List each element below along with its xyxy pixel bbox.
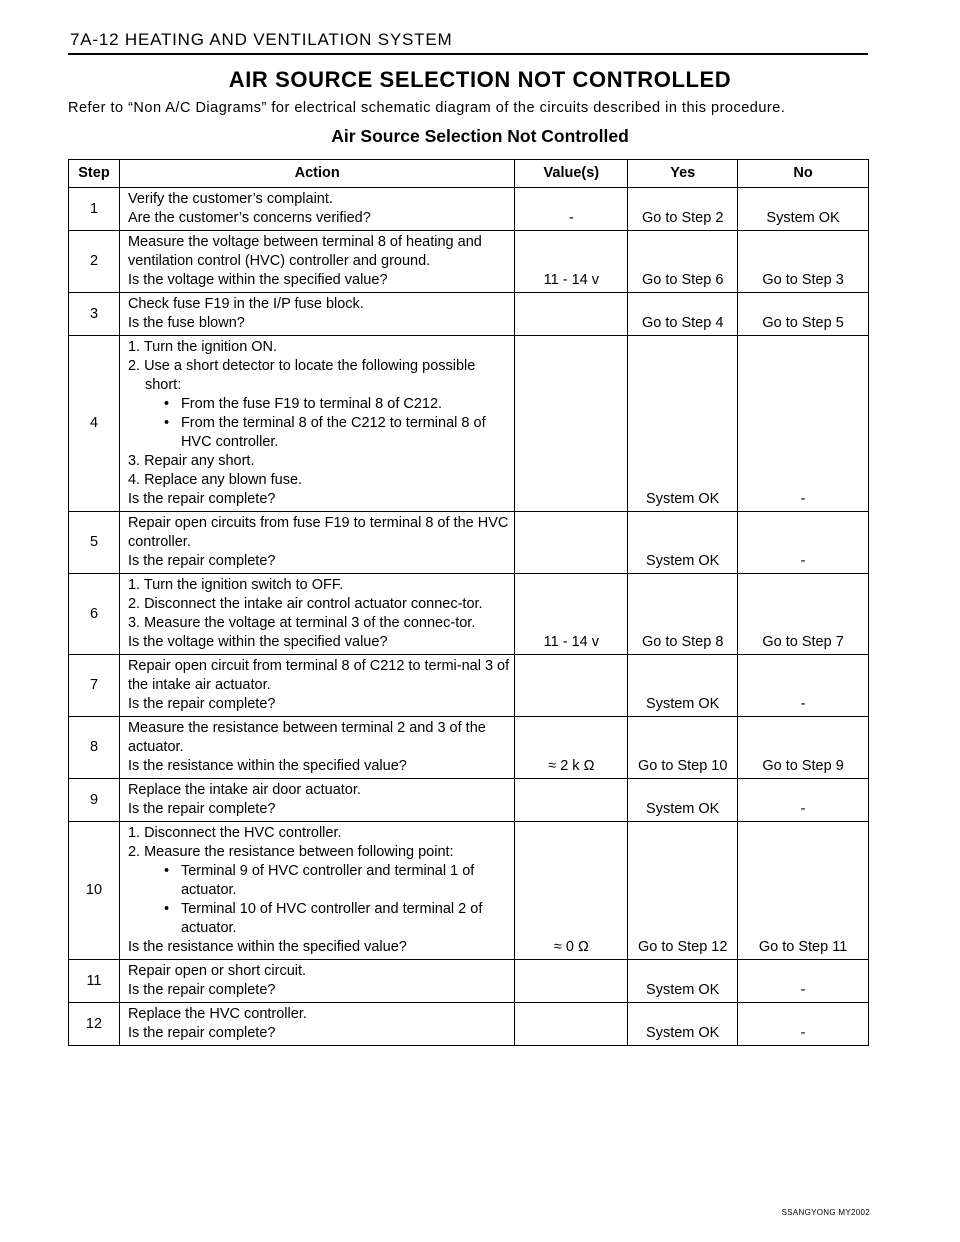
- action-line: Check fuse F19 in the I/P fuse block.: [127, 296, 364, 312]
- action-cell: [119, 512, 514, 574]
- value-cell: [515, 336, 628, 512]
- action-cell: [119, 293, 514, 336]
- no-cell: System OK: [738, 188, 869, 231]
- action-question: Is the repair complete?: [127, 1025, 276, 1041]
- yes-cell: System OK: [628, 1003, 738, 1046]
- value-cell: 11 - 14 v: [515, 574, 628, 655]
- no-cell: Go to Step 3: [738, 231, 869, 293]
- step-number: 2: [69, 231, 120, 293]
- action-question: Is the fuse blown?: [127, 315, 245, 331]
- action-line: 1. Turn the ignition switch to OFF.: [127, 577, 344, 593]
- no-cell: -: [738, 779, 869, 822]
- action-cell: [119, 960, 514, 1003]
- table-row: [69, 779, 869, 822]
- action-line: Replace the HVC controller.: [127, 1006, 307, 1022]
- yes-cell: Go to Step 10: [628, 717, 738, 779]
- action-cell: [119, 336, 514, 512]
- yes-cell: Go to Step 4: [628, 293, 738, 336]
- table-row: [69, 512, 869, 574]
- action-cell: [119, 231, 514, 293]
- value-cell: [515, 293, 628, 336]
- table-row: [69, 231, 869, 293]
- no-cell: -: [738, 960, 869, 1003]
- action-line: 3. Measure the voltage at terminal 3 of the connec-tor.: [127, 615, 476, 631]
- header-divider: [68, 53, 868, 55]
- action-question: Is the repair complete?: [127, 491, 276, 507]
- yes-cell: System OK: [628, 655, 738, 717]
- action-question: Is the repair complete?: [127, 801, 276, 817]
- action-line: 1. Turn the ignition ON.: [127, 339, 278, 355]
- table-row: [69, 188, 869, 231]
- table-row: [69, 1003, 869, 1046]
- header-action: Action: [119, 160, 514, 188]
- yes-cell: Go to Step 8: [628, 574, 738, 655]
- no-cell: -: [738, 1003, 869, 1046]
- yes-cell: System OK: [628, 779, 738, 822]
- step-number: 12: [69, 1003, 120, 1046]
- step-number: 3: [69, 293, 120, 336]
- step-number: 7: [69, 655, 120, 717]
- value-cell: ≈ 0 Ω: [515, 822, 628, 960]
- yes-cell: Go to Step 2: [628, 188, 738, 231]
- table-row: [69, 822, 869, 960]
- action-cell: [119, 574, 514, 655]
- footer-brand: SSANGYONG MY2002: [781, 1208, 870, 1217]
- header-values: Value(s): [515, 160, 628, 188]
- action-cell: [119, 779, 514, 822]
- no-cell: Go to Step 9: [738, 717, 869, 779]
- section-header: 7A-12 HEATING AND VENTILATION SYSTEM: [70, 30, 453, 49]
- step-number: 11: [69, 960, 120, 1003]
- action-line: Repair open circuits from fuse F19 to terminal 8 of the HVC controller.: [127, 515, 509, 550]
- action-question: Is the repair complete?: [127, 982, 276, 998]
- step-number: 9: [69, 779, 120, 822]
- header-step: Step: [69, 160, 120, 188]
- action-line: Repair open circuit from terminal 8 of C212 to termi-nal 3 of the intake air actuator.: [127, 658, 510, 693]
- value-cell: [515, 779, 628, 822]
- action-line: Repair open or short circuit.: [127, 963, 307, 979]
- table-title: Air Source Selection Not Controlled: [331, 126, 629, 146]
- table-row: [69, 293, 869, 336]
- value-cell: -: [515, 188, 628, 231]
- action-line: 3. Repair any short.: [127, 453, 255, 469]
- no-cell: Go to Step 11: [738, 822, 869, 960]
- yes-cell: Go to Step 6: [628, 231, 738, 293]
- action-bullet: • From the terminal 8 of the C212 to terminal 8 of HVC controller.: [128, 414, 510, 452]
- no-cell: -: [738, 655, 869, 717]
- action-line: 2. Use a short detector to locate the following possible short:: [127, 358, 476, 393]
- action-line: 2. Measure the resistance between following point:: [127, 844, 454, 860]
- action-question: Is the voltage within the specified value?: [127, 634, 388, 650]
- action-cell: [119, 717, 514, 779]
- action-cell: [119, 188, 514, 231]
- action-cell: [119, 1003, 514, 1046]
- action-line: 2. Disconnect the intake air control actuator connec-tor.: [127, 596, 483, 612]
- value-cell: ≈ 2 k Ω: [515, 717, 628, 779]
- yes-cell: System OK: [628, 336, 738, 512]
- step-number: 6: [69, 574, 120, 655]
- table-row: [69, 960, 869, 1003]
- action-question: Are the customer’s concerns verified?: [127, 210, 371, 226]
- intro-text: Refer to “Non A/C Diagrams” for electrical schematic diagram of the circuits described in this procedure.: [68, 100, 786, 116]
- no-cell: Go to Step 5: [738, 293, 869, 336]
- action-line: 1. Disconnect the HVC controller.: [127, 825, 342, 841]
- step-number: 4: [69, 336, 120, 512]
- diagnostic-table: [68, 159, 869, 1046]
- action-question: Is the repair complete?: [127, 696, 276, 712]
- step-number: 1: [69, 188, 120, 231]
- action-bullet: • From the fuse F19 to terminal 8 of C212.: [128, 395, 510, 414]
- value-cell: [515, 512, 628, 574]
- value-cell: [515, 960, 628, 1003]
- action-question: Is the resistance within the specified value?: [127, 939, 407, 955]
- action-question: Is the repair complete?: [127, 553, 276, 569]
- action-line: Measure the resistance between terminal 2 and 3 of the actuator.: [127, 720, 486, 755]
- table-header-row: [69, 160, 869, 188]
- table-row: [69, 574, 869, 655]
- action-cell: [119, 822, 514, 960]
- header-no: No: [738, 160, 869, 188]
- action-question: Is the resistance within the specified value?: [127, 758, 407, 774]
- action-line: Replace the intake air door actuator.: [127, 782, 361, 798]
- value-cell: [515, 655, 628, 717]
- value-cell: [515, 1003, 628, 1046]
- action-cell: [119, 655, 514, 717]
- step-number: 10: [69, 822, 120, 960]
- action-line: Verify the customer’s complaint.: [127, 191, 333, 207]
- yes-cell: Go to Step 12: [628, 822, 738, 960]
- step-number: 5: [69, 512, 120, 574]
- action-line: 4. Replace any blown fuse.: [127, 472, 303, 488]
- no-cell: Go to Step 7: [738, 574, 869, 655]
- no-cell: -: [738, 336, 869, 512]
- action-line: Measure the voltage between terminal 8 of heating and ventilation control (HVC) controller and ground.: [127, 234, 482, 269]
- yes-cell: System OK: [628, 960, 738, 1003]
- action-question: Is the voltage within the specified value?: [127, 272, 388, 288]
- table-row: [69, 655, 869, 717]
- no-cell: -: [738, 512, 869, 574]
- page-title: AIR SOURCE SELECTION NOT CONTROLLED: [228, 67, 732, 92]
- yes-cell: System OK: [628, 512, 738, 574]
- header-yes: Yes: [628, 160, 738, 188]
- table-row: [69, 336, 869, 512]
- action-bullet: • Terminal 9 of HVC controller and terminal 1 of actuator.: [128, 862, 510, 900]
- action-bullet: • Terminal 10 of HVC controller and terminal 2 of actuator.: [128, 900, 510, 938]
- table-row: [69, 717, 869, 779]
- step-number: 8: [69, 717, 120, 779]
- value-cell: 11 - 14 v: [515, 231, 628, 293]
